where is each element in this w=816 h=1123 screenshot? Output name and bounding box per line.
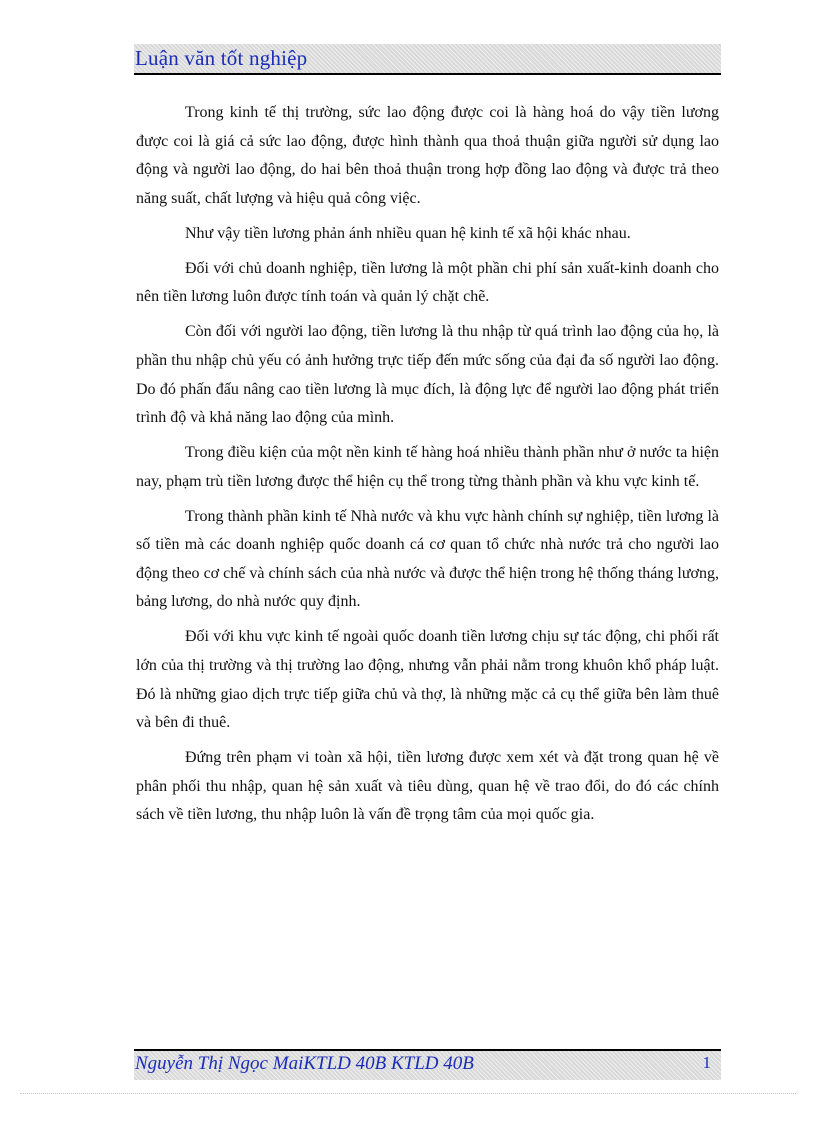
paragraph: Đối với khu vực kinh tế ngoài quốc doanh tiền lương chịu sự tác động, chi phối rất lớn của thị trường và thị trường lao động, nhưng vẫn phải nằm trong khuôn khổ pháp luật. Đó là những giao dịch trực tiếp giữa chủ và thợ, là những mặc cả cụ thể giữa bên làm thuê và bên đi thuê.: [136, 628, 719, 732]
paragraph: Trong thành phần kinh tế Nhà nước và khu vực hành chính sự nghiệp, tiền lương là số tiền mà các doanh nghiệp quốc doanh cá cơ quan tổ chức nhà nước trả cho người lao động theo cơ chế và chính sách của nhà nước và được thể hiện trong hệ thống tháng lương, bảng lương, do nhà nước quy định.: [136, 507, 719, 611]
paragraph: Đối với chủ doanh nghiệp, tiền lương là một phần chi phí sản xuất-kinh doanh cho nên tiền lương luôn được tính toán và quản lý chặt chẽ.: [136, 259, 719, 306]
document-title: Luận văn tốt nghiệp: [135, 46, 308, 70]
paragraph: Trong điều kiện của một nền kinh tế hàng hoá nhiều thành phần như ở nước ta hiện nay, phạm trù tiền lương được thể hiện cụ thể trong từng thành phần và khu vực kinh tế.: [136, 444, 719, 490]
page-bottom-edge: [20, 1093, 796, 1094]
page-number: 1: [702, 1053, 711, 1072]
paragraph: Còn đối với người lao động, tiền lương là thu nhập từ quá trình lao động của họ, là phần thu nhập chủ yếu có ảnh hưởng trực tiếp đến mức sống của đại đa số người lao động. Do đó phấn đấu nâng cao tiền lương là mục đích, là động lực để người lao động phát triển trình độ và khả năng lao động của mình.: [136, 323, 719, 427]
page-header: [134, 44, 721, 75]
page-footer: [134, 1049, 721, 1080]
footer-author: Nguyễn Thị Ngọc MaiKTLD 40B KTLD 40B: [135, 1053, 474, 1074]
paragraph: Trong kinh tế thị trường, sức lao động được coi là hàng hoá do vậy tiền lương được coi là giá cả sức lao động, được hình thành qua thoả thuận giữa người sử dụng lao động và người lao động, do hai bên thoả thuận trong hợp đồng lao động và được trả theo năng suất, chất lượng và hiệu quả công việc.: [136, 104, 719, 207]
paragraph: Đứng trên phạm vi toàn xã hội, tiền lương được xem xét và đặt trong quan hệ về phân phối thu nhập, quan hệ sản xuất và tiêu dùng, quan hệ về trao đổi, do đó các chính sách về tiền lương, thu nhập luôn là vấn đề trọng tâm của mọi quốc gia.: [136, 749, 719, 824]
document-body: [136, 99, 719, 836]
paragraph: Như vậy tiền lương phản ánh nhiều quan hệ kinh tế xã hội khác nhau.: [185, 224, 631, 242]
